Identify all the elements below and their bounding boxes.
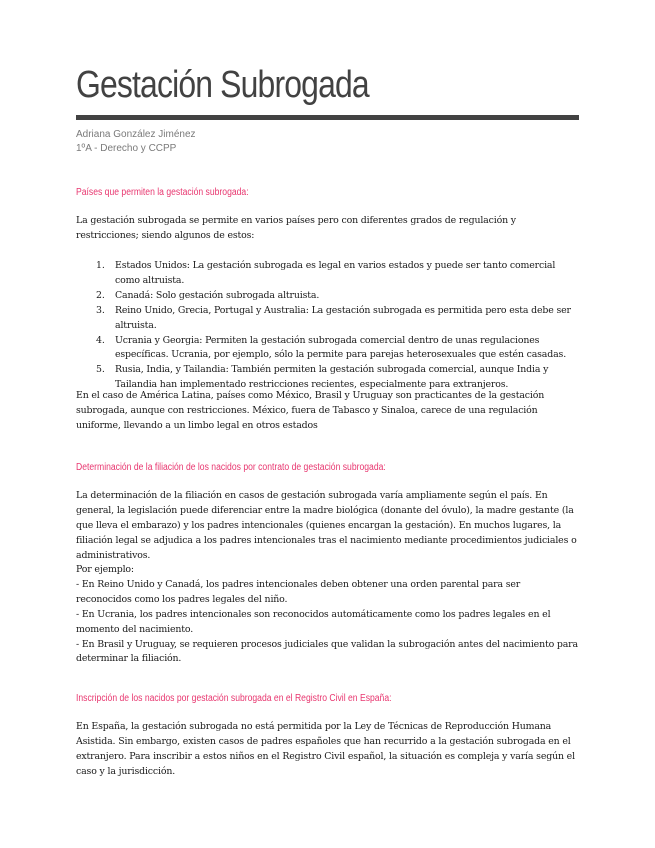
title-underline	[76, 115, 579, 120]
list-item	[76, 289, 578, 304]
filiation-paragraph: La determinación de la filiación en casos de gestación subrogada varía ampliamente según el país. En general, la legislación puede diferenciar entre la madre biológica (donante del óvulo), la madre gestante (la que lleva el embarazo) y los padres intencionales (quienes encargan la gestación). En muchos lugares, la filiación legal se adjudica a los padres intencionales tras el nacimiento mediante procedimientos judiciales o administrativos.	[76, 490, 577, 561]
list-item	[76, 334, 578, 364]
list-item-number: 1.	[96, 260, 105, 271]
list-item-number: 5.	[96, 364, 105, 376]
registry-paragraph: En España, la gestación subrogada no está permitida por la Ley de Técnicas de Reproducción Humana Asistida. Sin embargo, existen casos de padres españoles que han recurrido a la gestación subrogada en el extranjero. Para inscribir a estos niños en el Registro Civil español, la situación es compleja y varía según el caso y la jurisdicción.	[76, 721, 575, 777]
example-item: - En Ucrania, los padres intencionales son reconocidos automáticamente como los padres legales en el momento del nacimiento.	[76, 608, 551, 635]
example-item: - En Brasil y Uruguay, se requieren procesos judiciales que validan la subrogación antes del nacimiento para determinar la filiación.	[76, 638, 578, 665]
latin-america-paragraph: En el caso de América Latina, países como México, Brasil y Uruguay son practicantes de la gestación subrogada, aunque con restricciones. México, fuera de Tabasco y Sinaloa, carece de una regulación uniforme, llevando a un limbo legal en otros estados	[76, 390, 545, 431]
section-heading-registry: Inscripción de los nacidos por gestación subrogada en el Registro Civil en España:	[76, 693, 392, 704]
example-item: - En Reino Unido y Canadá, los padres intencionales deben obtener una orden parental para ser reconocidos como los padres legales del niño.	[76, 578, 521, 605]
list-item-number: 2.	[96, 289, 105, 301]
list-item-text: Reino Unido, Grecia, Portugal y Australia: La gestación subrogada es permitida pero esta debe ser altruista.	[115, 304, 571, 331]
list-item-text: Canadá: Solo gestación subrogada altruista.	[115, 289, 320, 301]
list-item	[76, 304, 578, 334]
list-item-text: Ucrania y Georgia: Permiten la gestación subrogada comercial dentro de unas regulaciones específicas. Ucrania, por ejemplo, sólo la permite para parejas heterosexuales que estén casadas.	[115, 334, 567, 361]
author-name: Adriana González Jiménez	[76, 129, 196, 140]
examples-label: Por ejemplo:	[76, 564, 134, 575]
list-item-text: Rusia, India, y Tailandia: También permiten la gestación subrogada comercial, aunque India y Tailandia han implementado restricciones recientes, especialmente para extranjeros.	[115, 364, 549, 391]
list-item-number: 4.	[96, 334, 105, 346]
section-heading-filiation: Determinación de la filiación de los nacidos por contrato de gestación subrogada:	[76, 462, 386, 473]
section-intro-paragraph: La gestación subrogada se permite en varios países pero con diferentes grados de regulación y restricciones; siendo algunos de estos:	[76, 215, 516, 241]
section-heading-countries: Países que permiten la gestación subrogada:	[76, 187, 249, 198]
list-item-number: 3.	[96, 304, 105, 316]
document-title: Gestación Subrogada	[76, 64, 369, 106]
list-item	[76, 259, 578, 289]
list-item-text: Estados Unidos: La gestación subrogada es legal en varios estados y puede ser tanto comercial como altruista.	[115, 260, 556, 286]
course-label: 1ºA - Derecho y CCPP	[76, 143, 177, 154]
countries-list	[76, 259, 578, 393]
examples-block	[76, 563, 578, 667]
